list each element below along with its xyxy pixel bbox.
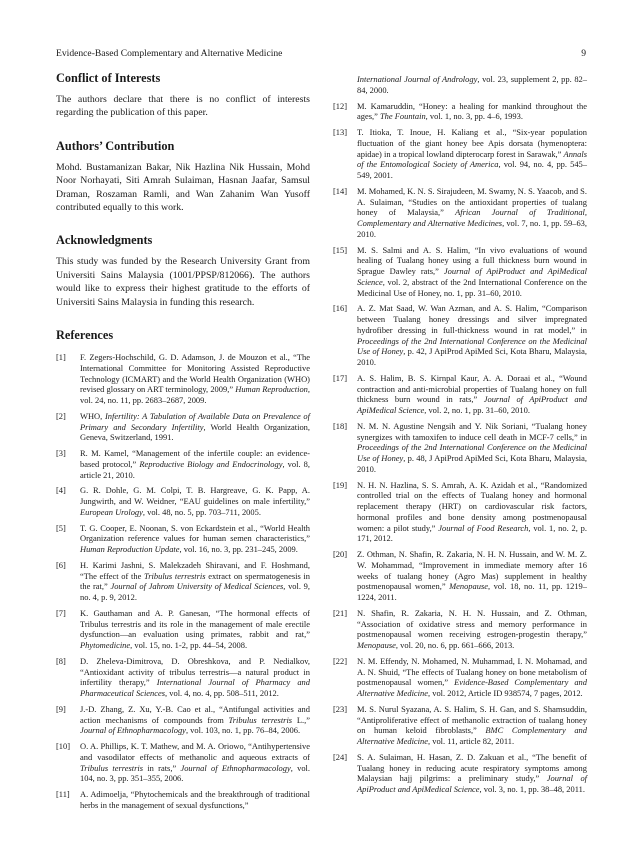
reference-title-italic: Human Reproduction Update xyxy=(80,544,180,555)
reference-title-italic: Journal of ApiProduct and ApiMedical Science xyxy=(357,266,587,287)
reference-number: [14] xyxy=(333,185,348,196)
reference-text-part: , vol. 20, no. 6, pp. 661–666, 2013. xyxy=(395,640,515,650)
reference-title-italic: Tribulus terrestris xyxy=(228,714,293,725)
reference-text-part: , vol. 4, no. 4, pp. 508–511, 2012. xyxy=(165,688,279,699)
reference-list-right xyxy=(333,101,587,795)
reference-number: [9] xyxy=(56,703,66,714)
reference-title-italic: Infertility: A Tabulation of Available Data on Prevalence of Primary and Secondary Infertility xyxy=(80,410,310,432)
reference-text-part: H. Karimi Jashni, S. Malekzadeh Shiravani, and F. Hoshmand, “The effect of the xyxy=(80,559,310,581)
reference-item xyxy=(333,101,587,123)
reference-text-part: T. G. Cooper, E. Noonan, S. von Eckardstein et al., “World Health Organization reference values for human semen characteristics,” xyxy=(80,522,310,544)
reference-text xyxy=(357,421,587,475)
reference-text xyxy=(357,186,587,240)
reference-number: [3] xyxy=(56,448,66,459)
reference-text-part: , p. 42, J ApiProd ApiMed Sci, Kota Bharu, Malaysia, 2010. xyxy=(357,346,587,367)
reference-number: [1] xyxy=(56,352,66,363)
reference-item xyxy=(333,704,587,747)
reference-text-part: , vol. 48, no. 5, pp. 703–711, 2005. xyxy=(142,506,261,517)
reference-title-italic: Tribulus terrestris xyxy=(80,762,144,773)
reference-text xyxy=(80,523,310,555)
reference-text-part: , vol. 94, no. 4, pp. 545–549, 2001. xyxy=(357,159,587,180)
reference-title-italic: Journal of Ethnopharmacology xyxy=(80,725,186,736)
reference-title-italic: African Journal of Traditional, Complementary and Alternative Medicines xyxy=(357,207,587,228)
reference-title-italic: European Urology xyxy=(80,506,143,517)
reference-item xyxy=(56,485,310,517)
reference-text xyxy=(357,608,587,651)
reference-text xyxy=(80,448,310,480)
reference-title-italic: Phytomedicine xyxy=(80,640,131,651)
reference-number: [11] xyxy=(56,789,70,800)
reference-item xyxy=(56,560,310,603)
reference-text-part: , vol. 9, no. 4, p. 9, 2012. xyxy=(80,581,310,603)
journal-name: Evidence-Based Complementary and Alternative Medicine xyxy=(56,47,283,59)
reference-text-part: extract on spermatogenesis in the rat,” xyxy=(80,570,310,592)
reference-text-part: O. A. Phillips, K. T. Mathew, and M. A. Oriowo, “Antihypertensive and vasodilator effects of methanolic and aqueous extracts of xyxy=(80,741,310,762)
reference-item xyxy=(56,789,310,811)
reference-item xyxy=(333,480,587,545)
reference-text-part: , World Health Organization, Geneva, Switzerland, 1991. xyxy=(80,421,310,443)
reference-text-part: , vol. 15, no. 1-2, pp. 44–54, 2008. xyxy=(130,640,248,651)
reference-title-italic: Proceedings of the 2nd International Conference on the Medicinal Use of Honey xyxy=(357,442,587,463)
reference-item xyxy=(56,523,310,555)
reference-item xyxy=(333,245,587,299)
reference-item xyxy=(56,608,310,651)
page-number: 9 xyxy=(581,47,586,59)
reference-text-part: in rats,” xyxy=(143,762,181,773)
reference-text xyxy=(357,656,587,699)
reference-number: [21] xyxy=(333,607,348,618)
reference-text-part: , vol. 8, article 21, 2010. xyxy=(80,458,310,480)
contribution-text: Mohd. Bustamanizan Bakar, Nik Hazlina Nik Hussain, Mohd Noor Norhayati, Siti Amrah Sulaiman, Hasnan Jaafar, Samsul Draman, Roszaman Ramli, and Wan Zahanim Wan Yusoff contributed equally to this work. xyxy=(56,161,310,214)
reference-text-part: , vol. 18, no. 11, pp. 1219–1224, 2011. xyxy=(357,581,587,602)
reference-item xyxy=(56,656,310,699)
reference-continuation xyxy=(357,74,587,96)
reference-text-part: M. Mohamed, K. N. S. Sirajudeen, M. Swamy, N. S. Yaacob, and S. A. Sulaiman, “Studies on the antioxidant properties of tualang honey of Malaysia,” xyxy=(357,185,587,218)
reference-number: [15] xyxy=(333,244,348,255)
reference-title-italic: BMC Complementary and Alternative Medicine xyxy=(357,725,587,746)
reference-item xyxy=(333,752,587,795)
reference-title-italic: The Fountain xyxy=(379,111,426,122)
reference-text xyxy=(357,127,587,181)
reference-text-part: , vol. 16, no. 3, pp. 231–245, 2009. xyxy=(179,544,298,555)
reference-text xyxy=(80,485,310,517)
reference-number: [13] xyxy=(333,127,348,137)
reference-text-part: M. S. Nurul Syazana, A. S. Halim, S. H. Gan, and S. Shamsuddin, “Antiproliferative effect of methanolic extraction of tualang honey on human keloid fibroblasts,” xyxy=(357,703,587,736)
reference-text xyxy=(80,352,310,406)
reference-text xyxy=(357,480,587,545)
reference-item xyxy=(56,704,310,736)
reference-text-part: , vol. 1, no. 2, p. 171, 2012. xyxy=(357,522,587,544)
reference-item xyxy=(333,186,587,240)
reference-text-part: R. M. Kamel, “Management of the infertile couple: an evidence-based protocol,” xyxy=(80,448,310,469)
reference-text-part: M. S. Salmi and A. S. Halim, “In vivo evaluations of wound healing of Tualang honey using a full thickness burn wound in Sprague Dawley rats,” xyxy=(357,244,587,276)
reference-text-part: , vol. 23, supplement 2, pp. 82–84, 2000. xyxy=(357,74,587,95)
reference-number: [7] xyxy=(56,607,66,618)
reference-number: [2] xyxy=(56,410,66,421)
reference-title-italic: Annals of the Entomological Society of America xyxy=(357,148,587,170)
reference-text-part: G. R. Dohle, G. M. Colpi, T. B. Hargreave, G. K. Papp, A. Jungwirth, and W. Weidner, “EAU guidelines on male infertility,” xyxy=(80,485,310,507)
reference-title-italic: Journal of Jahrom University of Medical Sciences xyxy=(110,581,284,592)
reference-item xyxy=(333,127,587,181)
reference-text-part: , p. 48, J ApiProd ApiMed Sci, Kota Bharu, Malaysia, 2010. xyxy=(357,453,587,474)
reference-title-italic: Journal of ApiProduct and ApiMedical Science xyxy=(357,773,588,794)
reference-item xyxy=(333,373,587,416)
reference-number: [10] xyxy=(56,741,71,752)
contribution-heading: Authors’ Contribution xyxy=(56,138,175,153)
reference-number: [12] xyxy=(333,100,348,111)
reference-text xyxy=(80,741,310,784)
reference-text-part: D. Zheleva-Dimitrova, D. Obreshkova, and P. Nedialkov, “Antioxidant activity of tribulus terrestris—a natural product in infertility therapy,” xyxy=(80,655,310,688)
reference-number: [6] xyxy=(56,559,66,570)
right-column xyxy=(333,74,587,800)
reference-number: [23] xyxy=(333,703,348,714)
left-column xyxy=(56,71,310,816)
reference-item xyxy=(56,741,310,784)
reference-number: [17] xyxy=(333,372,348,383)
reference-item xyxy=(333,549,587,603)
reference-text xyxy=(357,245,587,299)
reference-text xyxy=(357,303,587,368)
reference-text xyxy=(80,608,310,651)
reference-item xyxy=(333,303,587,368)
reference-title-italic: Evidence-Based Complementary and Alternative Medicine xyxy=(357,677,587,698)
reference-number: [4] xyxy=(56,485,66,496)
reference-title-italic: Journal of ApiProduct and ApiMedical Science xyxy=(357,394,588,415)
reference-text-part: , vol. 2, no. 1, pp. 31–60, 2010. xyxy=(424,405,530,415)
reference-text xyxy=(80,789,310,811)
reference-text-part: , vol. 104, no. 3, pp. 351–355, 2006. xyxy=(80,762,310,784)
reference-text xyxy=(357,101,587,123)
reference-text-part: N. M. N. Agustine Nengsih and Y. Nik Soriani, “Tualang honey synergizes with tamoxifen to induce cell death in MCF-7 cells,” in xyxy=(357,420,587,442)
reference-title-italic: International Journal of Andrology xyxy=(357,74,478,84)
reference-number: [20] xyxy=(333,549,348,559)
reference-number: [5] xyxy=(56,522,66,533)
reference-number: [19] xyxy=(333,479,348,490)
reference-text-part: WHO, xyxy=(80,410,105,421)
running-head xyxy=(56,46,586,60)
reference-title-italic: Menopause xyxy=(357,640,396,650)
reference-text xyxy=(80,560,310,603)
reference-title-italic: Tribulus terrestris xyxy=(144,570,206,581)
reference-number: [22] xyxy=(333,655,348,666)
reference-item xyxy=(333,421,587,475)
reference-item xyxy=(56,448,310,480)
reference-title-italic: Reproductive Biology and Endocrinology xyxy=(139,458,283,469)
references-heading: References xyxy=(56,328,114,343)
reference-text-part: A. Adimoelja, “Phytochemicals and the breakthrough of traditional herbs in the management of sexual dysfunctions,” xyxy=(80,789,310,810)
reference-text-part: Z. Othman, N. Shafin, R. Zakaria, N. H. N. Hussain, and W. M. Z. W. Mohammad, “Improvement in immediate memory after 16 weeks of tualang honey (Agro Mas) supplement in healthy postmenopausal women,” xyxy=(357,549,587,592)
reference-text xyxy=(80,656,310,699)
reference-title-italic: Menopause xyxy=(449,581,488,592)
reference-item xyxy=(56,411,310,443)
reference-title-italic: Human Reproduction xyxy=(235,384,308,395)
reference-text-part: N. Shafin, R. Zakaria, N. H. N. Hussain, and Z. Othman, “Association of oxidative stress and memory performance in postmenopausal women receiving estrogen-progestin therapy,” xyxy=(357,607,587,640)
reference-text xyxy=(80,704,310,736)
acknowledgments-text: This study was funded by the Research University Grant from Universiti Sains Malaysia (1001/PPSP/812066). The authors would like to express their highest gratitude to the efforts of Universiti Sains Malaysia in funding this research. xyxy=(56,256,310,308)
reference-text-part: J.-D. Zhang, Z. Xu, Y.-B. Cao et al., “Antifungal activities and action mechanisms of compounds from xyxy=(80,703,310,725)
reference-text xyxy=(357,373,587,416)
reference-item xyxy=(56,352,310,406)
reference-text-part: A. S. Halim, B. S. Kirnpal Kaur, A. A. Doraai et al., “Wound contraction and anti-microbial properties of Tualang honey on full thickness burn wound in rats,” xyxy=(357,372,587,405)
reference-text xyxy=(80,411,310,443)
reference-text-part: A. Z. Mat Saad, W. Wan Azman, and A. S. Halim, “Comparison between Tualang honey dressings and silver impregnated hydrofiber dressing in full-thickness wound in rat model,” in xyxy=(357,303,587,335)
reference-list-left xyxy=(56,352,310,811)
reference-text-part: , vol. 7, no. 1, pp. 59–63, 2010. xyxy=(357,218,587,239)
reference-text-part: , vol. 11, article 82, 2011. xyxy=(428,736,515,746)
reference-title-italic: Journal of Ethnopharmacology xyxy=(180,762,291,773)
reference-text xyxy=(357,752,587,795)
reference-text-part: , vol. 24, no. 11, pp. 2683–2687, 2009. xyxy=(80,384,310,406)
reference-text-part: T. Itioka, T. Inoue, H. Kaliang et al., “Six-year population fluctuation of the giant honey bee Apis dorsata (hymenoptera: apidae) in a tropical lowland dipterocarp forest in Sarawak,” xyxy=(357,127,587,159)
reference-number: [24] xyxy=(333,751,348,762)
reference-number: [8] xyxy=(56,655,66,666)
reference-text-part: , vol. 103, no. 1, pp. 76–84, 2006. xyxy=(185,725,301,736)
reference-text xyxy=(357,704,587,747)
reference-text-part: , vol. 2012, Article ID 938574, 7 pages, 2012. xyxy=(428,688,583,698)
acknowledgments-heading: Acknowledgments xyxy=(56,233,153,248)
reference-item xyxy=(333,656,587,699)
reference-text xyxy=(357,549,587,603)
reference-text-part: F. Zegers-Hochschild, G. D. Adamson, J. de Mouzon et al., “The International Committee for Monitoring Assisted Reproductive Technology (ICMART) and the World Health Organization (WHO) revised glossary on ART terminology, 2009,” xyxy=(80,352,310,395)
reference-number: [18] xyxy=(333,420,348,431)
reference-item xyxy=(333,608,587,651)
reference-text-part: , vol. 2, abstract of the 2nd International Conference on the Medicinal Use of Honey, no. 1, pp. 31–60, 2010. xyxy=(357,276,587,298)
reference-text-part: N. H. N. Hazlina, S. S. Amrah, A. K. Azidah et al., “Randomized controlled trial on the effects of Tualang honey and hormonal replacement therapy (HRT) on cardiovascular risk factors, hormonal profiles and bone density among postmenopausal women: a pilot study,” xyxy=(357,479,587,533)
reference-text-part: L.,” xyxy=(292,714,310,725)
reference-text-part: K. Gauthaman and A. P. Ganesan, “The hormonal effects of Tribulus terrestris and its role in the management of male erectile dysfunction—an evaluation using primates, rabbit and rat,” xyxy=(80,607,310,640)
reference-text-part: N. M. Effendy, N. Mohamed, N. Muhammad, I. N. Mohamad, and A. N. Shuid, “The effects of Tualang honey on bone metabolism of postmenopausal women,” xyxy=(357,655,587,688)
reference-text-part: , vol. 3, no. 1, pp. 38–48, 2011. xyxy=(479,784,585,794)
reference-text-part: , vol. 1, no. 3, pp. 4–6, 1993. xyxy=(425,111,523,122)
reference-text-part: S. A. Sulaiman, H. Hasan, Z. D. Zakuan et al., “The benefit of Tualang honey in reducing acute respiratory symptoms among Malaysian hajj pilgrims: a preliminary study,” xyxy=(357,751,587,784)
reference-title-italic: International Journal of Pharmacy and Pharmaceutical Sciences xyxy=(80,677,310,699)
reference-title-italic: Journal of Food Research xyxy=(438,522,529,533)
reference-title-italic: Proceedings of the 2nd International Conference on the Medicinal Use of Honey xyxy=(357,335,587,357)
conflict-heading: Conflict of Interests xyxy=(56,71,161,85)
reference-text-part: M. Kamaruddin, “Honey: a healing for mankind throughout the ages,” xyxy=(357,100,587,122)
conflict-text: The authors declare that there is no conflict of interests regarding the publication of this paper. xyxy=(56,94,310,119)
reference-number: [16] xyxy=(333,303,348,314)
